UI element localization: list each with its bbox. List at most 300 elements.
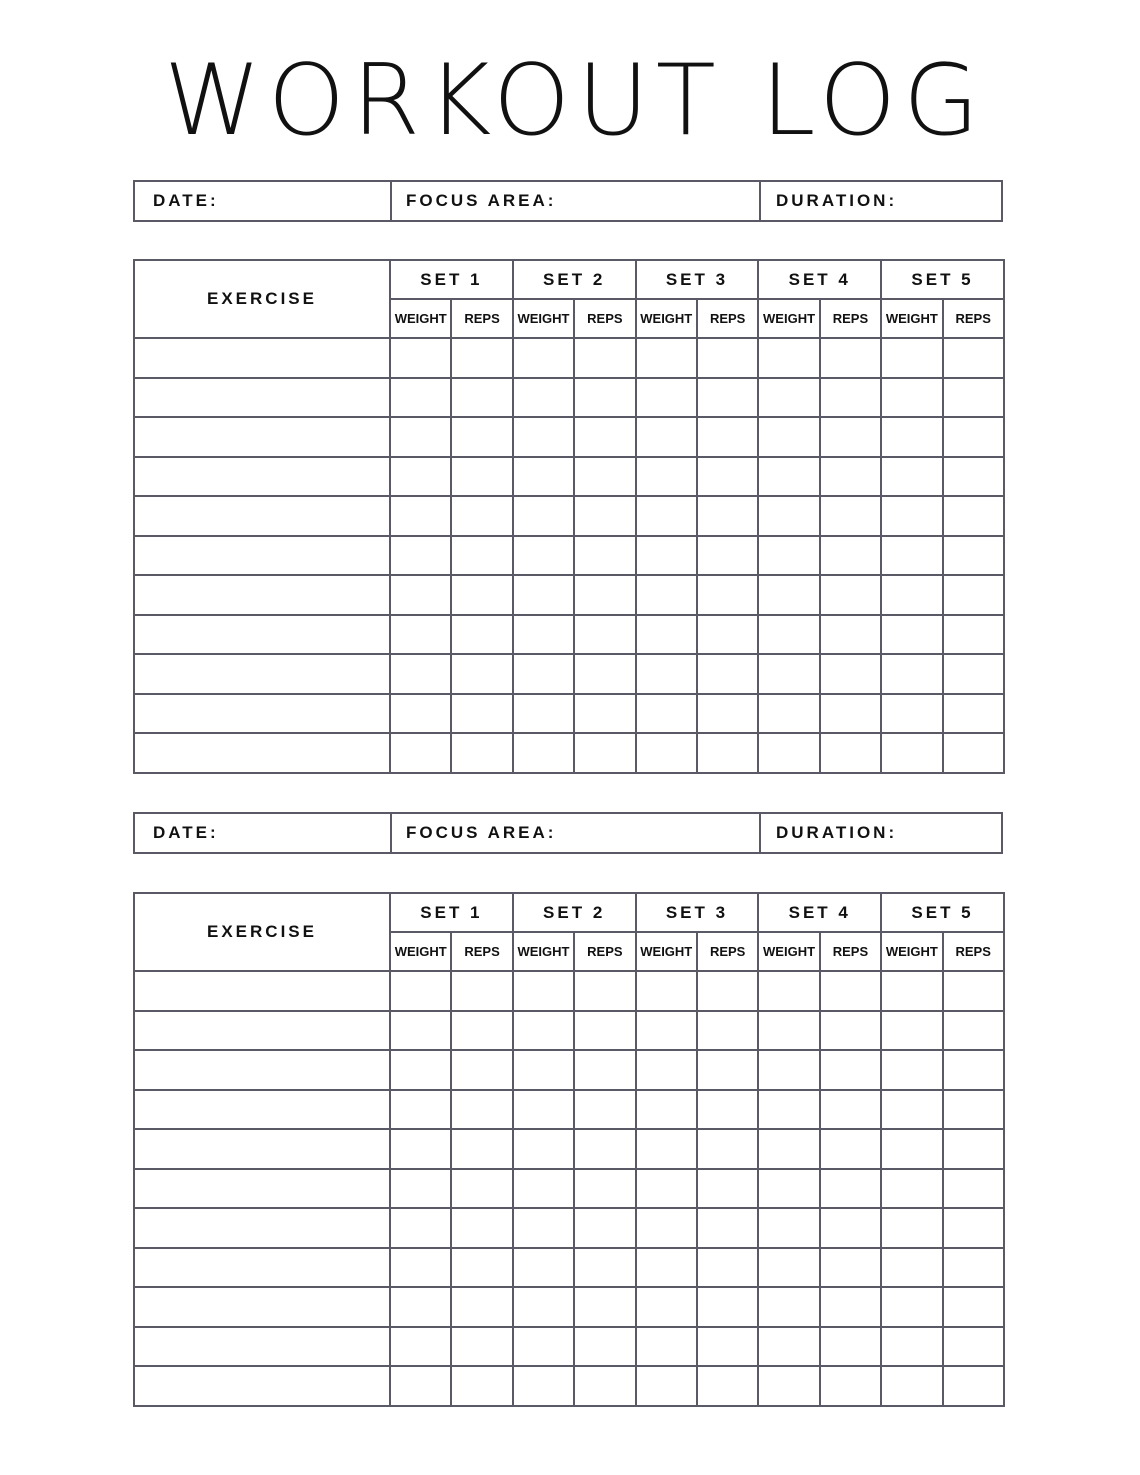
date-field[interactable] xyxy=(135,814,390,852)
set-1-reps-cell[interactable] xyxy=(451,615,512,655)
set-4-weight-cell[interactable] xyxy=(758,536,819,576)
set-4-reps-cell[interactable] xyxy=(820,694,881,734)
set-1-reps-cell[interactable] xyxy=(451,1327,512,1367)
set-1-header: SET 1 xyxy=(390,260,513,299)
table-body-2 xyxy=(134,971,1004,1406)
duration-label: DURATION: xyxy=(776,191,898,210)
set-1-reps-cell[interactable] xyxy=(451,496,512,536)
set-1-reps-cell[interactable] xyxy=(451,971,512,1011)
set-3-weight-cell[interactable] xyxy=(636,1169,697,1209)
set-5-weight-cell[interactable] xyxy=(881,1011,942,1051)
set-4-weight-cell[interactable] xyxy=(758,1169,819,1209)
set-4-weight-cell[interactable] xyxy=(758,496,819,536)
set-5-weight-cell[interactable] xyxy=(881,417,942,457)
reps-header: REPS xyxy=(574,932,635,971)
set-4-weight-cell[interactable] xyxy=(758,575,819,615)
table-row xyxy=(134,417,1004,457)
set-2-reps-cell[interactable] xyxy=(574,338,635,378)
set-3-reps-cell[interactable] xyxy=(697,1090,758,1130)
set-1-reps-cell[interactable] xyxy=(451,378,512,418)
set-5-reps-cell[interactable] xyxy=(943,575,1004,615)
set-4-reps-cell[interactable] xyxy=(820,1366,881,1406)
set-3-weight-cell[interactable] xyxy=(636,575,697,615)
set-3-reps-cell[interactable] xyxy=(697,733,758,773)
set-1-weight-cell[interactable] xyxy=(390,1327,451,1367)
set-3-weight-cell[interactable] xyxy=(636,1011,697,1051)
reps-header: REPS xyxy=(697,932,758,971)
set-2-weight-cell[interactable] xyxy=(513,496,574,536)
set-4-reps-cell[interactable] xyxy=(820,1208,881,1248)
set-5-reps-cell[interactable] xyxy=(943,1287,1004,1327)
set-5-weight-cell[interactable] xyxy=(881,1050,942,1090)
set-2-weight-cell[interactable] xyxy=(513,1327,574,1367)
set-5-weight-cell[interactable] xyxy=(881,615,942,655)
exercise-cell[interactable] xyxy=(134,1050,390,1090)
date-field[interactable] xyxy=(135,182,390,220)
table-row xyxy=(134,654,1004,694)
duration-field[interactable] xyxy=(759,814,1001,852)
set-3-reps-cell[interactable] xyxy=(697,971,758,1011)
set-1-weight-cell[interactable] xyxy=(390,1090,451,1130)
exercise-cell[interactable] xyxy=(134,457,390,497)
set-3-reps-cell[interactable] xyxy=(697,536,758,576)
set-1-reps-cell[interactable] xyxy=(451,536,512,576)
set-2-reps-cell[interactable] xyxy=(574,1169,635,1209)
set-4-header: SET 4 xyxy=(758,893,881,932)
set-5-reps-cell[interactable] xyxy=(943,536,1004,576)
set-1-reps-cell[interactable] xyxy=(451,1129,512,1169)
set-4-weight-cell[interactable] xyxy=(758,971,819,1011)
set-1-weight-cell[interactable] xyxy=(390,575,451,615)
set-2-reps-cell[interactable] xyxy=(574,1129,635,1169)
set-3-weight-cell[interactable] xyxy=(636,654,697,694)
set-3-reps-cell[interactable] xyxy=(697,1248,758,1288)
reps-header: REPS xyxy=(943,932,1004,971)
set-2-weight-cell[interactable] xyxy=(513,1366,574,1406)
set-1-reps-cell[interactable] xyxy=(451,1208,512,1248)
set-3-weight-cell[interactable] xyxy=(636,1090,697,1130)
set-5-reps-cell[interactable] xyxy=(943,615,1004,655)
set-2-reps-cell[interactable] xyxy=(574,575,635,615)
set-2-reps-cell[interactable] xyxy=(574,496,635,536)
set-4-weight-cell[interactable] xyxy=(758,1287,819,1327)
set-3-reps-cell[interactable] xyxy=(697,1169,758,1209)
set-2-weight-cell[interactable] xyxy=(513,694,574,734)
workout-table-1 xyxy=(133,259,1005,774)
set-3-reps-cell[interactable] xyxy=(697,575,758,615)
set-1-weight-cell[interactable] xyxy=(390,615,451,655)
set-2-weight-cell[interactable] xyxy=(513,1287,574,1327)
weight-header: WEIGHT xyxy=(390,299,451,338)
set-4-weight-cell[interactable] xyxy=(758,1090,819,1130)
set-3-weight-cell[interactable] xyxy=(636,1248,697,1288)
focus-area-field[interactable] xyxy=(390,814,759,852)
set-3-reps-cell[interactable] xyxy=(697,1287,758,1327)
set-5-reps-cell[interactable] xyxy=(943,1366,1004,1406)
set-3-reps-cell[interactable] xyxy=(697,496,758,536)
table-row xyxy=(134,1366,1004,1406)
set-4-weight-cell[interactable] xyxy=(758,1011,819,1051)
exercise-cell[interactable] xyxy=(134,536,390,576)
set-1-weight-cell[interactable] xyxy=(390,654,451,694)
set-5-reps-cell[interactable] xyxy=(943,457,1004,497)
set-3-reps-cell[interactable] xyxy=(697,1327,758,1367)
set-3-weight-cell[interactable] xyxy=(636,1327,697,1367)
exercise-cell[interactable] xyxy=(134,1208,390,1248)
set-5-reps-cell[interactable] xyxy=(943,1129,1004,1169)
set-5-reps-cell[interactable] xyxy=(943,1327,1004,1367)
set-1-reps-cell[interactable] xyxy=(451,1366,512,1406)
set-3-header: SET 3 xyxy=(636,893,759,932)
set-3-reps-cell[interactable] xyxy=(697,417,758,457)
set-5-weight-cell[interactable] xyxy=(881,536,942,576)
table-row xyxy=(134,733,1004,773)
set-1-weight-cell[interactable] xyxy=(390,1050,451,1090)
set-1-weight-cell[interactable] xyxy=(390,733,451,773)
weight-header: WEIGHT xyxy=(636,299,697,338)
set-2-weight-cell[interactable] xyxy=(513,654,574,694)
set-5-reps-cell[interactable] xyxy=(943,694,1004,734)
set-5-weight-cell[interactable] xyxy=(881,457,942,497)
set-3-weight-cell[interactable] xyxy=(636,615,697,655)
set-3-weight-cell[interactable] xyxy=(636,1208,697,1248)
set-2-reps-cell[interactable] xyxy=(574,1050,635,1090)
set-3-weight-cell[interactable] xyxy=(636,378,697,418)
set-5-reps-cell[interactable] xyxy=(943,1050,1004,1090)
workout-table-2 xyxy=(133,892,1005,1407)
set-5-reps-cell[interactable] xyxy=(943,338,1004,378)
set-1-reps-cell[interactable] xyxy=(451,1169,512,1209)
table-row xyxy=(134,378,1004,418)
table-body-1 xyxy=(134,338,1004,773)
set-5-weight-cell[interactable] xyxy=(881,1208,942,1248)
set-1-weight-cell[interactable] xyxy=(390,1366,451,1406)
set-2-reps-cell[interactable] xyxy=(574,971,635,1011)
date-label: DATE: xyxy=(153,191,219,210)
set-2-weight-cell[interactable] xyxy=(513,536,574,576)
exercise-cell[interactable] xyxy=(134,1366,390,1406)
set-1-reps-cell[interactable] xyxy=(451,733,512,773)
set-5-reps-cell[interactable] xyxy=(943,1169,1004,1209)
exercise-cell[interactable] xyxy=(134,1011,390,1051)
set-2-reps-cell[interactable] xyxy=(574,1248,635,1288)
set-1-reps-cell[interactable] xyxy=(451,694,512,734)
set-1-weight-cell[interactable] xyxy=(390,417,451,457)
set-5-reps-cell[interactable] xyxy=(943,971,1004,1011)
set-3-reps-cell[interactable] xyxy=(697,1050,758,1090)
exercise-cell[interactable] xyxy=(134,971,390,1011)
set-4-reps-cell[interactable] xyxy=(820,1327,881,1367)
set-3-weight-cell[interactable] xyxy=(636,1050,697,1090)
set-3-weight-cell[interactable] xyxy=(636,733,697,773)
table-row xyxy=(134,1248,1004,1288)
set-5-reps-cell[interactable] xyxy=(943,1090,1004,1130)
set-2-reps-cell[interactable] xyxy=(574,1327,635,1367)
set-2-weight-cell[interactable] xyxy=(513,575,574,615)
set-5-weight-cell[interactable] xyxy=(881,496,942,536)
set-3-weight-cell[interactable] xyxy=(636,536,697,576)
set-1-reps-cell[interactable] xyxy=(451,575,512,615)
set-1-weight-cell[interactable] xyxy=(390,1129,451,1169)
set-4-weight-cell[interactable] xyxy=(758,457,819,497)
set-1-weight-cell[interactable] xyxy=(390,1248,451,1288)
set-3-weight-cell[interactable] xyxy=(636,1129,697,1169)
set-4-reps-cell[interactable] xyxy=(820,417,881,457)
exercise-cell[interactable] xyxy=(134,1287,390,1327)
set-2-reps-cell[interactable] xyxy=(574,1011,635,1051)
set-2-reps-cell[interactable] xyxy=(574,615,635,655)
set-2-header: SET 2 xyxy=(513,260,636,299)
set-4-reps-cell[interactable] xyxy=(820,457,881,497)
set-4-weight-cell[interactable] xyxy=(758,654,819,694)
set-5-weight-cell[interactable] xyxy=(881,1090,942,1130)
set-1-weight-cell[interactable] xyxy=(390,694,451,734)
table-row xyxy=(134,1208,1004,1248)
set-4-reps-cell[interactable] xyxy=(820,536,881,576)
set-5-weight-cell[interactable] xyxy=(881,1169,942,1209)
set-2-reps-cell[interactable] xyxy=(574,378,635,418)
set-3-reps-cell[interactable] xyxy=(697,457,758,497)
set-3-weight-cell[interactable] xyxy=(636,694,697,734)
exercise-cell[interactable] xyxy=(134,1090,390,1130)
set-3-reps-cell[interactable] xyxy=(697,1129,758,1169)
set-5-weight-cell[interactable] xyxy=(881,1248,942,1288)
weight-header: WEIGHT xyxy=(881,299,942,338)
set-4-reps-cell[interactable] xyxy=(820,1129,881,1169)
set-5-weight-cell[interactable] xyxy=(881,1366,942,1406)
set-4-header: SET 4 xyxy=(758,260,881,299)
table-row xyxy=(134,338,1004,378)
set-5-weight-cell[interactable] xyxy=(881,694,942,734)
page-title: WORKOUT LOG xyxy=(163,44,987,158)
weight-header: WEIGHT xyxy=(881,932,942,971)
set-2-reps-cell[interactable] xyxy=(574,694,635,734)
set-3-reps-cell[interactable] xyxy=(697,1208,758,1248)
set-4-reps-cell[interactable] xyxy=(820,1248,881,1288)
exercise-cell[interactable] xyxy=(134,1169,390,1209)
set-5-reps-cell[interactable] xyxy=(943,1248,1004,1288)
exercise-cell[interactable] xyxy=(134,338,390,378)
set-5-weight-cell[interactable] xyxy=(881,1327,942,1367)
reps-header: REPS xyxy=(451,932,512,971)
set-2-weight-cell[interactable] xyxy=(513,615,574,655)
set-1-reps-cell[interactable] xyxy=(451,338,512,378)
set-2-reps-cell[interactable] xyxy=(574,457,635,497)
duration-field[interactable] xyxy=(759,182,1001,220)
set-2-weight-cell[interactable] xyxy=(513,1090,574,1130)
set-3-reps-cell[interactable] xyxy=(697,694,758,734)
session-info-bar-1 xyxy=(133,180,1003,222)
set-5-weight-cell[interactable] xyxy=(881,338,942,378)
set-2-weight-cell[interactable] xyxy=(513,338,574,378)
set-4-reps-cell[interactable] xyxy=(820,1011,881,1051)
set-1-header: SET 1 xyxy=(390,893,513,932)
exercise-cell[interactable] xyxy=(134,733,390,773)
table-row xyxy=(134,496,1004,536)
set-4-weight-cell[interactable] xyxy=(758,1050,819,1090)
table-row xyxy=(134,1050,1004,1090)
set-5-weight-cell[interactable] xyxy=(881,1287,942,1327)
set-2-reps-cell[interactable] xyxy=(574,417,635,457)
set-3-weight-cell[interactable] xyxy=(636,1366,697,1406)
set-4-weight-cell[interactable] xyxy=(758,1366,819,1406)
set-2-weight-cell[interactable] xyxy=(513,1248,574,1288)
set-2-reps-cell[interactable] xyxy=(574,1287,635,1327)
set-4-weight-cell[interactable] xyxy=(758,338,819,378)
set-3-weight-cell[interactable] xyxy=(636,1287,697,1327)
set-4-reps-cell[interactable] xyxy=(820,1287,881,1327)
focus-area-label: FOCUS AREA: xyxy=(406,823,557,842)
set-5-weight-cell[interactable] xyxy=(881,575,942,615)
set-3-weight-cell[interactable] xyxy=(636,496,697,536)
set-2-reps-cell[interactable] xyxy=(574,1090,635,1130)
exercise-cell[interactable] xyxy=(134,575,390,615)
set-1-reps-cell[interactable] xyxy=(451,654,512,694)
set-5-weight-cell[interactable] xyxy=(881,654,942,694)
set-4-reps-cell[interactable] xyxy=(820,1050,881,1090)
set-5-weight-cell[interactable] xyxy=(881,1129,942,1169)
set-2-weight-cell[interactable] xyxy=(513,1208,574,1248)
set-2-reps-cell[interactable] xyxy=(574,654,635,694)
set-5-reps-cell[interactable] xyxy=(943,1208,1004,1248)
table-row xyxy=(134,971,1004,1011)
set-2-weight-cell[interactable] xyxy=(513,457,574,497)
set-3-reps-cell[interactable] xyxy=(697,338,758,378)
set-2-weight-cell[interactable] xyxy=(513,1011,574,1051)
set-3-reps-cell[interactable] xyxy=(697,1366,758,1406)
set-1-weight-cell[interactable] xyxy=(390,338,451,378)
exercise-header: EXERCISE xyxy=(134,893,390,971)
set-1-weight-cell[interactable] xyxy=(390,1208,451,1248)
set-4-weight-cell[interactable] xyxy=(758,694,819,734)
weight-header: WEIGHT xyxy=(636,932,697,971)
set-5-reps-cell[interactable] xyxy=(943,1011,1004,1051)
exercise-cell[interactable] xyxy=(134,417,390,457)
focus-area-field[interactable] xyxy=(390,182,759,220)
set-5-reps-cell[interactable] xyxy=(943,654,1004,694)
exercise-cell[interactable] xyxy=(134,1327,390,1367)
exercise-cell[interactable] xyxy=(134,1129,390,1169)
set-5-reps-cell[interactable] xyxy=(943,496,1004,536)
set-4-reps-cell[interactable] xyxy=(820,575,881,615)
set-1-weight-cell[interactable] xyxy=(390,496,451,536)
set-1-reps-cell[interactable] xyxy=(451,1287,512,1327)
set-4-weight-cell[interactable] xyxy=(758,615,819,655)
set-3-weight-cell[interactable] xyxy=(636,417,697,457)
weight-header: WEIGHT xyxy=(758,932,819,971)
set-3-reps-cell[interactable] xyxy=(697,378,758,418)
set-1-weight-cell[interactable] xyxy=(390,1011,451,1051)
exercise-cell[interactable] xyxy=(134,496,390,536)
set-1-reps-cell[interactable] xyxy=(451,1050,512,1090)
weight-header: WEIGHT xyxy=(390,932,451,971)
set-4-reps-cell[interactable] xyxy=(820,496,881,536)
exercise-cell[interactable] xyxy=(134,615,390,655)
table-row xyxy=(134,1129,1004,1169)
set-1-weight-cell[interactable] xyxy=(390,536,451,576)
set-2-weight-cell[interactable] xyxy=(513,378,574,418)
set-2-weight-cell[interactable] xyxy=(513,733,574,773)
set-4-weight-cell[interactable] xyxy=(758,1129,819,1169)
reps-header: REPS xyxy=(943,299,1004,338)
set-5-header: SET 5 xyxy=(881,260,1004,299)
set-1-weight-cell[interactable] xyxy=(390,457,451,497)
exercise-cell[interactable] xyxy=(134,694,390,734)
set-3-reps-cell[interactable] xyxy=(697,1011,758,1051)
table-row xyxy=(134,615,1004,655)
set-2-weight-cell[interactable] xyxy=(513,971,574,1011)
set-1-weight-cell[interactable] xyxy=(390,971,451,1011)
set-4-weight-cell[interactable] xyxy=(758,1248,819,1288)
exercise-cell[interactable] xyxy=(134,378,390,418)
set-4-weight-cell[interactable] xyxy=(758,1327,819,1367)
set-1-reps-cell[interactable] xyxy=(451,457,512,497)
table-row xyxy=(134,1011,1004,1051)
set-1-reps-cell[interactable] xyxy=(451,1248,512,1288)
set-1-weight-cell[interactable] xyxy=(390,1287,451,1327)
set-3-reps-cell[interactable] xyxy=(697,615,758,655)
set-4-weight-cell[interactable] xyxy=(758,1208,819,1248)
set-2-reps-cell[interactable] xyxy=(574,733,635,773)
set-1-reps-cell[interactable] xyxy=(451,1090,512,1130)
set-2-weight-cell[interactable] xyxy=(513,1169,574,1209)
reps-header: REPS xyxy=(451,299,512,338)
set-4-reps-cell[interactable] xyxy=(820,971,881,1011)
set-5-reps-cell[interactable] xyxy=(943,733,1004,773)
set-1-weight-cell[interactable] xyxy=(390,378,451,418)
set-4-weight-cell[interactable] xyxy=(758,417,819,457)
set-5-weight-cell[interactable] xyxy=(881,971,942,1011)
set-4-reps-cell[interactable] xyxy=(820,338,881,378)
set-2-reps-cell[interactable] xyxy=(574,536,635,576)
table-row xyxy=(134,694,1004,734)
set-2-reps-cell[interactable] xyxy=(574,1208,635,1248)
set-4-weight-cell[interactable] xyxy=(758,378,819,418)
set-3-weight-cell[interactable] xyxy=(636,338,697,378)
set-3-weight-cell[interactable] xyxy=(636,457,697,497)
set-2-weight-cell[interactable] xyxy=(513,417,574,457)
table-row xyxy=(134,457,1004,497)
set-3-reps-cell[interactable] xyxy=(697,654,758,694)
set-4-reps-cell[interactable] xyxy=(820,615,881,655)
table-row xyxy=(134,1327,1004,1367)
set-4-reps-cell[interactable] xyxy=(820,1169,881,1209)
set-2-weight-cell[interactable] xyxy=(513,1129,574,1169)
set-5-reps-cell[interactable] xyxy=(943,417,1004,457)
set-2-weight-cell[interactable] xyxy=(513,1050,574,1090)
set-4-reps-cell[interactable] xyxy=(820,654,881,694)
set-2-reps-cell[interactable] xyxy=(574,1366,635,1406)
weight-header: WEIGHT xyxy=(513,299,574,338)
set-1-weight-cell[interactable] xyxy=(390,1169,451,1209)
set-3-weight-cell[interactable] xyxy=(636,971,697,1011)
table-row xyxy=(134,1090,1004,1130)
set-4-weight-cell[interactable] xyxy=(758,733,819,773)
weight-header: WEIGHT xyxy=(513,932,574,971)
set-1-reps-cell[interactable] xyxy=(451,1011,512,1051)
exercise-cell[interactable] xyxy=(134,654,390,694)
set-5-reps-cell[interactable] xyxy=(943,378,1004,418)
table-row xyxy=(134,1169,1004,1209)
exercise-cell[interactable] xyxy=(134,1248,390,1288)
set-1-reps-cell[interactable] xyxy=(451,417,512,457)
set-4-reps-cell[interactable] xyxy=(820,1090,881,1130)
set-4-reps-cell[interactable] xyxy=(820,733,881,773)
set-5-weight-cell[interactable] xyxy=(881,733,942,773)
set-4-reps-cell[interactable] xyxy=(820,378,881,418)
set-3-header: SET 3 xyxy=(636,260,759,299)
set-5-weight-cell[interactable] xyxy=(881,378,942,418)
